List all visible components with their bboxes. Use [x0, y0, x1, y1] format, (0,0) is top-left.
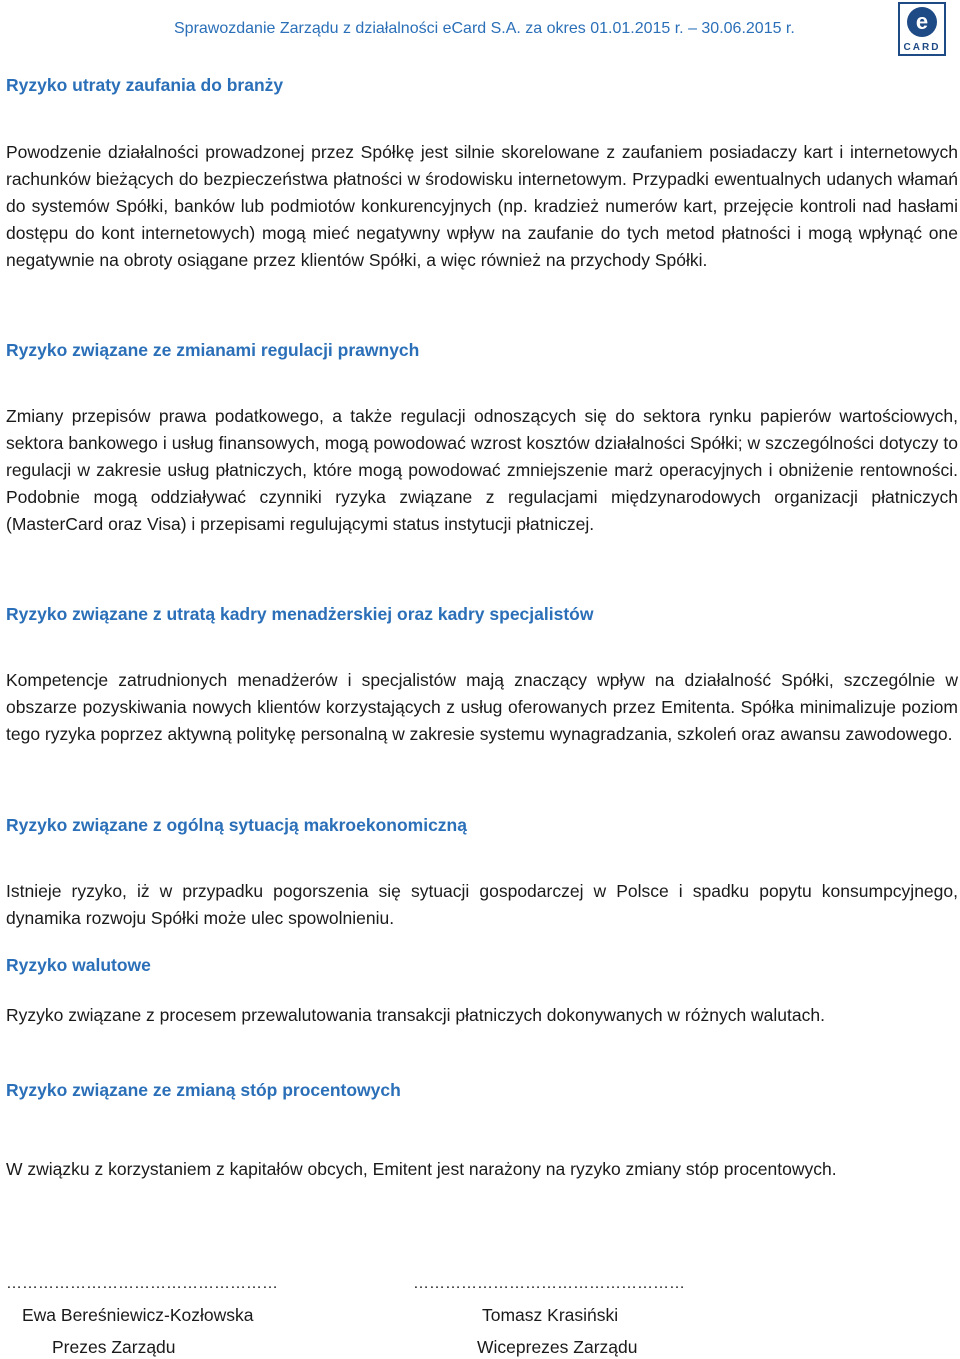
- section-body-staff: Kompetencje zatrudnionych menadżerów i specjalistów mają znaczący wpływ na działalność Spółki, szczególnie w obszarze pozyskiwania nowych klientów korzystających z usług oferowanych przez Emitenta. Spółka minimalizuje poziom tego ryzyka poprzez aktywną politykę personalną w zakresie systemu wynagradzania, szkoleń oraz awansu zawodowego.: [6, 670, 958, 744]
- report-title: Sprawozdanie Zarządu z działalności eCard S.A. za okres 01.01.2015 r. – 30.06.2015 r.: [174, 20, 795, 37]
- section-heading-regulation: Ryzyko związane ze zmianami regulacji prawnych: [6, 340, 420, 360]
- section-heading-staff: Ryzyko związane z utratą kadry menadżerskiej oraz kadry specjalistów: [6, 604, 594, 624]
- section-body-currency: Ryzyko związane z procesem przewalutowania transakcji płatniczych dokonywanych w różnych walutach.: [6, 1005, 825, 1025]
- signatory-name: Tomasz Krasiński: [482, 1305, 619, 1325]
- page-header: [0, 0, 960, 60]
- section-heading-interest: Ryzyko związane ze zmianą stóp procentowych: [6, 1080, 401, 1100]
- section-heading-macro: Ryzyko związane z ogólną sytuacją makroekonomiczną: [6, 815, 467, 835]
- section-body-interest: W związku z korzystaniem z kapitałów obcych, Emitent jest narażony na ryzyko zmiany stóp procentowych.: [6, 1159, 837, 1179]
- signatory-title: Wiceprezes Zarządu: [477, 1337, 638, 1357]
- logo-text: CARD: [903, 42, 941, 53]
- section-body-regulation: Zmiany przepisów prawa podatkowego, a także regulacji odnoszących się do sektora rynku papierów wartościowych, sektora bankowego i usług finansowych, mogą powodować wzrost kosztów działalności Spółki; w szczególności dotyczy to regulacji w zakresie usług płatniczych, które mogą powodować zmniejszenie marż operacyjnych i obniżenie rentowności. Podobnie mogą oddziaływać czynniki ryzyka związane z regulacjami międzynarodowych organizacji płatniczych (MasterCard oraz Visa) i przepisami regulującymi status instytucji płatniczej.: [6, 406, 958, 534]
- ecard-logo: [898, 2, 946, 56]
- logo-letter: e: [915, 9, 929, 34]
- signatory-name: Ewa Bereśniewicz-Kozłowska: [22, 1305, 254, 1325]
- section-body-macro: Istnieje ryzyko, iż w przypadku pogorszenia się sytuacji gospodarczej w Polsce i spadku popytu konsumpcyjnego, dynamika rozwoju Spółki może ulec spowolnieniu.: [6, 881, 958, 928]
- section-heading-industry-trust: Ryzyko utraty zaufania do branży: [6, 75, 284, 95]
- signature-line: ……………………………………………: [413, 1275, 685, 1292]
- signatory-title: Prezes Zarządu: [52, 1337, 176, 1357]
- section-body-industry-trust: Powodzenie działalności prowadzonej przez Spółkę jest silnie skorelowane z zaufaniem posiadaczy kart i internetowych rachunków bieżących do bezpieczeństwa płatności w środowisku internetowym. Przypadki ewentualnych udanych włamań do systemów Spółki, banków lub podmiotów konkurencyjnych (np. kradzież numerów kart, przejęcie kontroli nad hasłami dostępu do kont internetowych) mogą mieć negatywny wpływ na zaufanie do tych metod płatności i mogą wpłynąć one negatywnie na obroty osiągane przez klientów Spółki, a więc również na przychody Spółki.: [6, 142, 958, 270]
- signature-line: ……………………………………………: [6, 1275, 278, 1292]
- section-heading-currency: Ryzyko walutowe: [6, 955, 151, 975]
